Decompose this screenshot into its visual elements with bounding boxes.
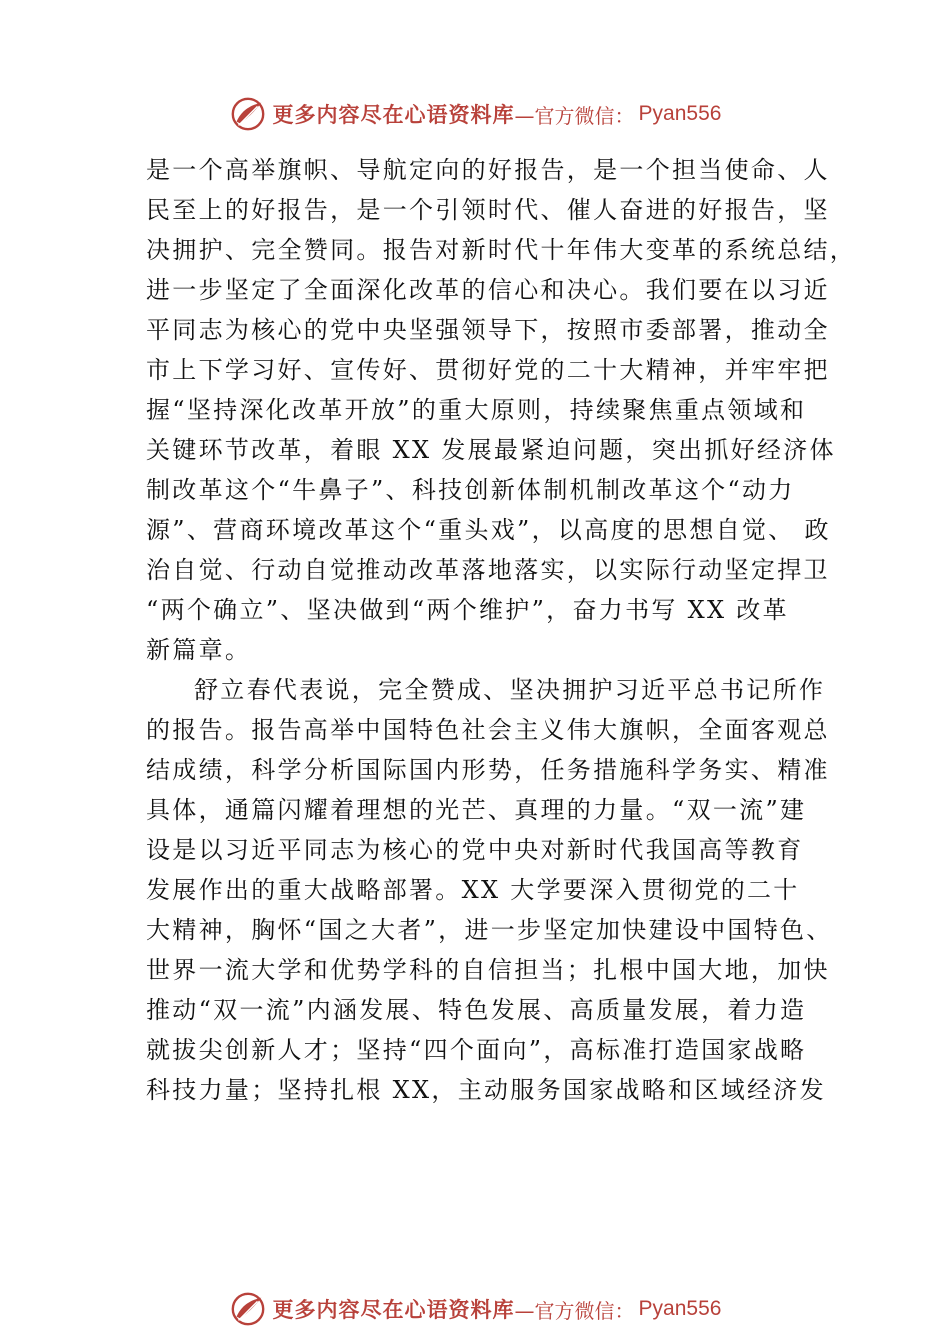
document-body: [146, 150, 857, 1110]
text-line: 治自觉、行动自觉推动改革落地落实，以实际行动坚定捍卫: [146, 556, 830, 584]
text-line: 具体，通篇闪耀着理想的光芒、真理的力量。“双一流”建: [146, 796, 807, 824]
watermark-text: 更多内容尽在心语资料库: [272, 1297, 515, 1322]
brand-logo-icon: [229, 1290, 267, 1328]
text-line: 制改革这个“牛鼻子”、科技创新体制机制改革这个“动力: [146, 476, 795, 504]
watermark-id: Pyan556: [638, 1297, 722, 1320]
text-line: 推动“双一流”内涵发展、特色发展、高质量发展，着力造: [146, 996, 807, 1024]
text-line: 结成绩，科学分析国际国内形势，任务措施科学务实、精准: [146, 756, 830, 784]
text-line: 握“坚持深化改革开放”的重大原则，持续聚焦重点领域和: [146, 396, 807, 424]
text-line: 关键环节改革，着眼 XX 发展最紧迫问题，突出抓好经济体: [146, 436, 836, 464]
text-line: 发展作出的重大战略部署。XX 大学要深入贯彻党的二十: [146, 876, 800, 904]
text-line: 是一个高举旗帜、导航定向的好报告，是一个担当使命、人: [146, 156, 830, 184]
text-line: 源”、营商环境改革这个“重头戏”，以高度的思想自觉、 政: [146, 516, 831, 544]
header-watermark: [0, 94, 950, 134]
text-line: 新篇章。: [146, 636, 252, 664]
watermark-middle: —官方微信：: [514, 1298, 635, 1323]
text-line: 的报告。报告高举中国特色社会主义伟大旗帜，全面客观总: [146, 716, 830, 744]
paragraph-start-line: 舒立春代表说，完全赞成、坚决拥护习近平总书记所作: [194, 676, 826, 704]
text-line: “两个确立”、坚决做到“两个维护”，奋力书写 XX 改革: [146, 596, 789, 624]
watermark-middle: —官方微信：: [514, 103, 635, 128]
text-line: 就拔尖创新人才；坚持“四个面向”，高标准打造国家战略: [146, 1036, 807, 1064]
text-line: 民至上的好报告，是一个引领时代、催人奋进的好报告，坚: [146, 196, 830, 224]
watermark-id: Pyan556: [638, 102, 722, 125]
text-line: 平同志为核心的党中央坚强领导下，按照市委部署，推动全: [146, 316, 830, 344]
brand-logo-icon: [229, 95, 267, 133]
text-line: 市上下学习好、宣传好、贯彻好党的二十大精神，并牢牢把: [146, 356, 830, 384]
text-line: 世界一流大学和优势学科的自信担当；扎根中国大地，加快: [146, 956, 830, 984]
text-line: 大精神，胸怀“国之大者”，进一步坚定加快建设中国特色、: [146, 916, 833, 944]
text-line: 进一步坚定了全面深化改革的信心和决心。我们要在以习近: [146, 276, 830, 304]
text-line: 设是以习近平同志为核心的党中央对新时代我国高等教育: [146, 836, 804, 864]
watermark-text: 更多内容尽在心语资料库: [272, 102, 515, 127]
footer-watermark: [0, 1289, 950, 1329]
text-line: 科技力量；坚持扎根 XX，主动服务国家战略和区域经济发: [146, 1076, 826, 1104]
text-line: 决拥护、完全赞同。报告对新时代十年伟大变革的系统总结，: [146, 236, 857, 264]
